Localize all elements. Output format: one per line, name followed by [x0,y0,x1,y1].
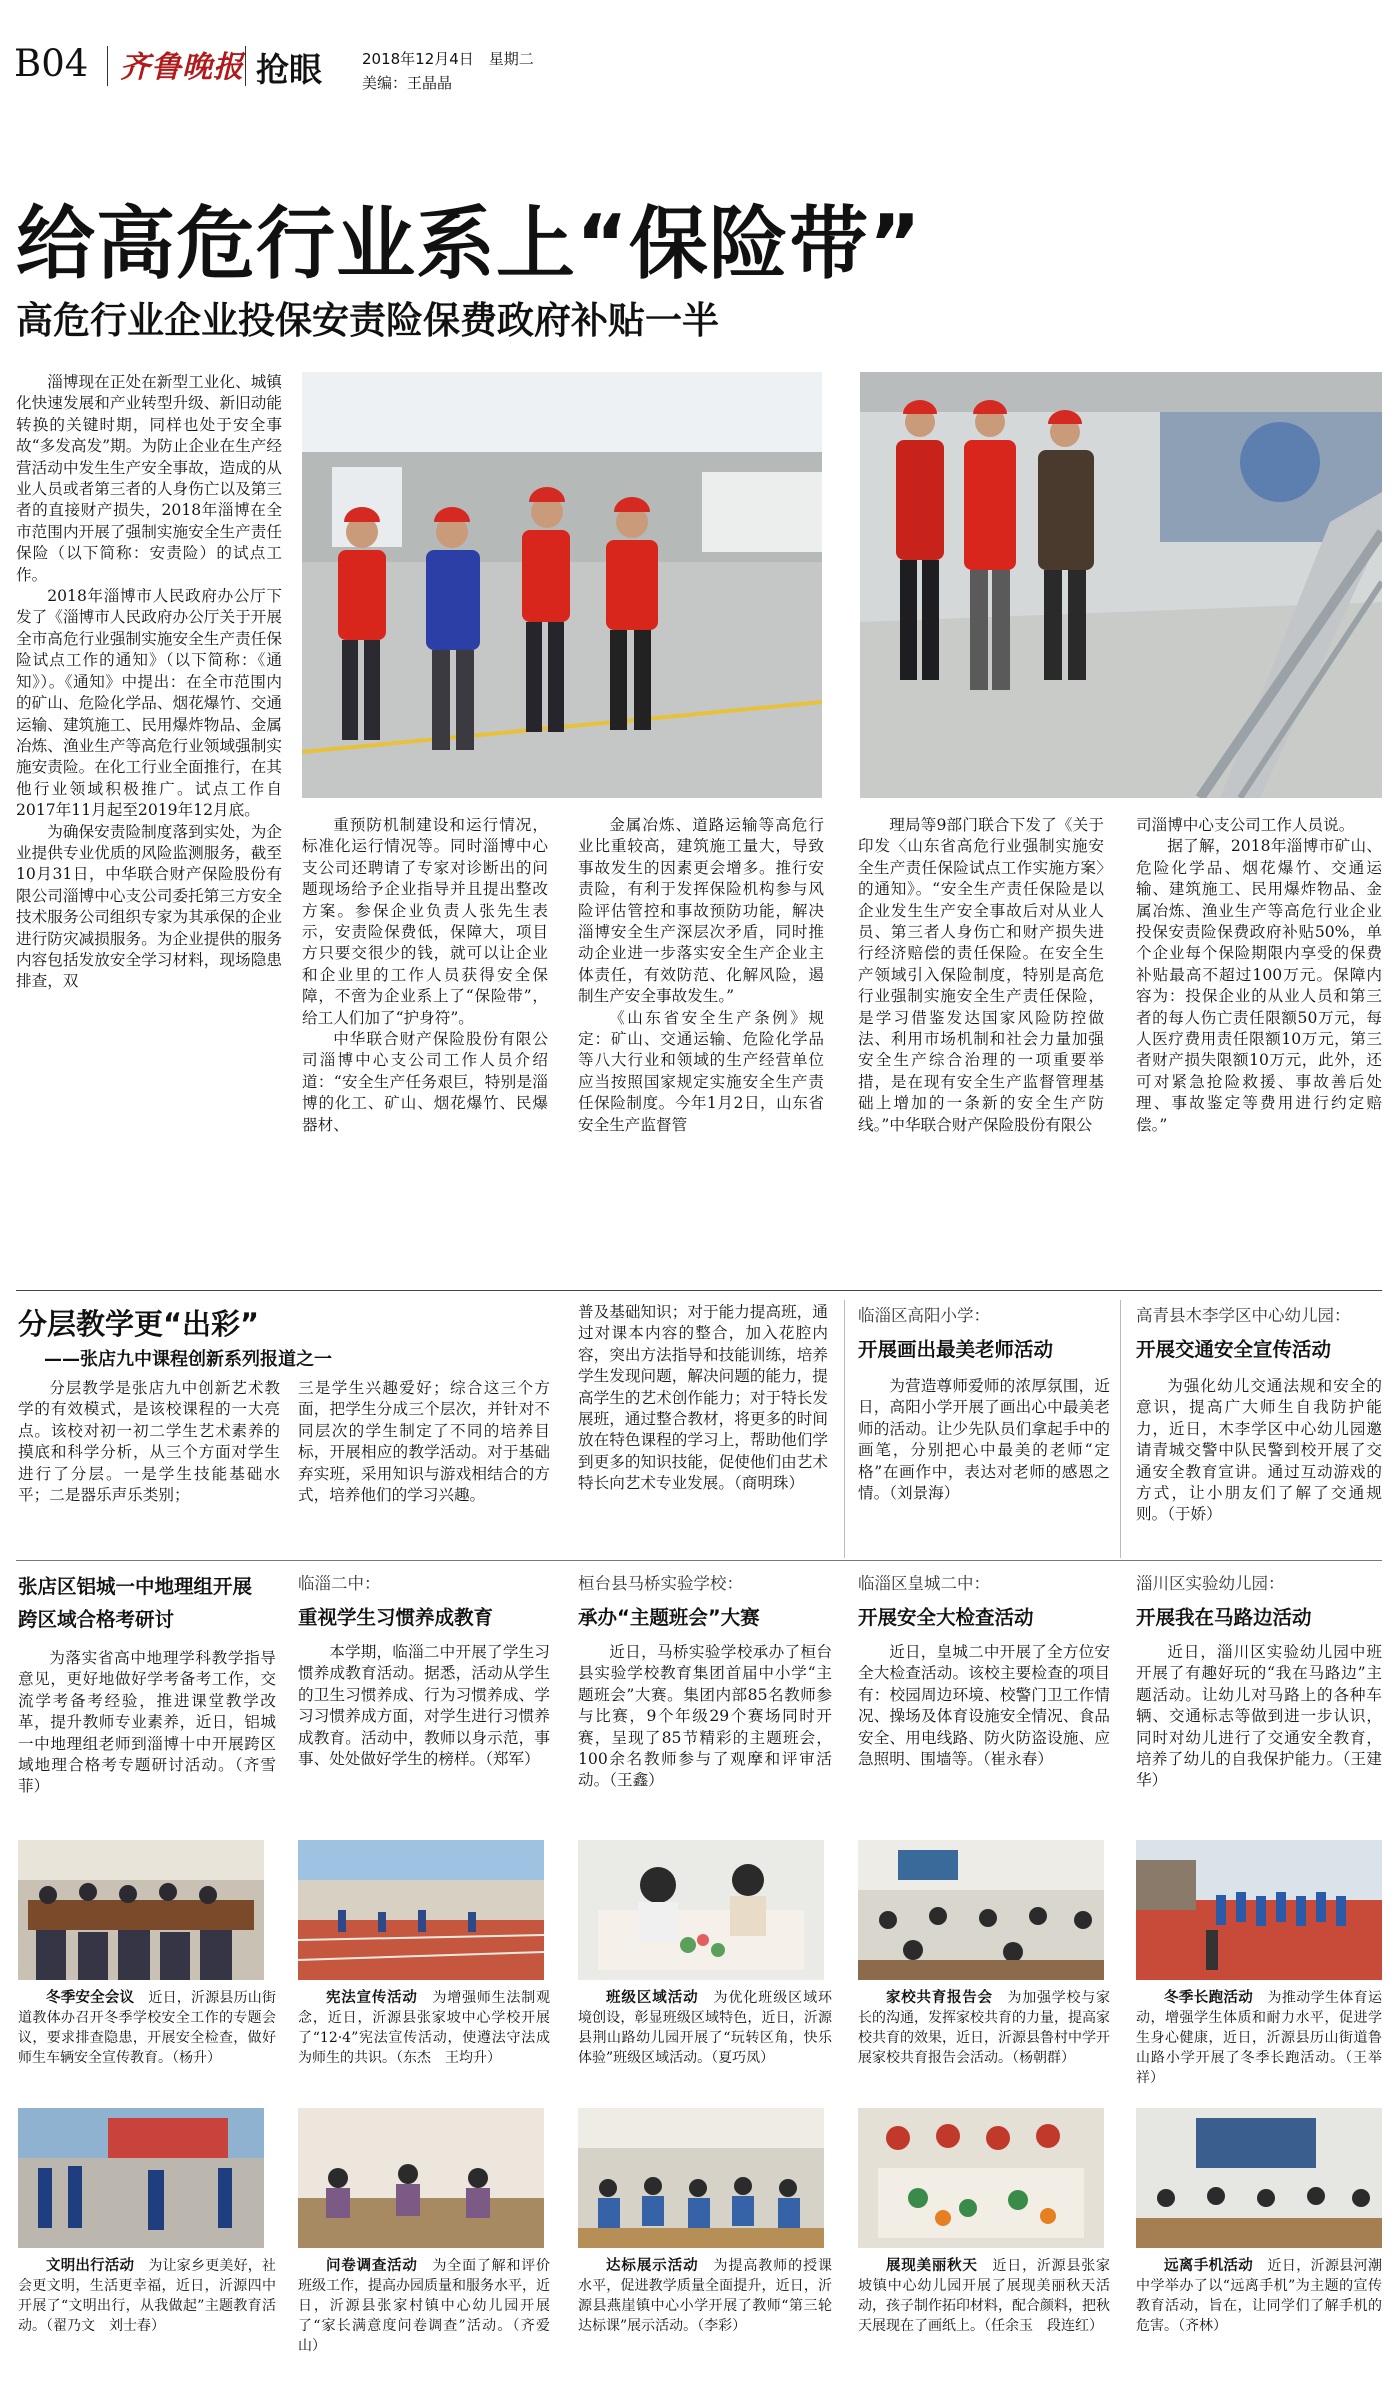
main-headline: 给高危行业系上“保险带” [16,198,922,290]
section-divider [16,1290,1382,1291]
photo-no-phones [1136,2108,1382,2248]
brief-huangcheng: 临淄区皇城二中： 开展安全大检查活动 近日，皇城二中开展了全方位安全大检查活动。该校主要检查的项目有：校园周边环境、校警门卫工作情况、操场及体育设施安全情况、食品安全、用电线路、防火防盗设施、应急照明、围墙等。（崔永春） [858,1574,1110,1769]
brief-lvcheng: 张店区铝城一中地理组开展跨区域合格考研讨 为落实省高中地理学科教学指导意见，更好地做好学考备考工作，交流学考备考经验，推进课堂教学改革，提升教师专业素养，近日，铝城一中地理组老师到淄博十中开展跨区域地理合格考专题研讨活动。（齐雪菲） [18,1575,276,1796]
photo-brief-1-2: 宪法宣传活动 为增强师生法制观念，近日，沂源县张家坡中心学校开展了“12·4”宪法宣传活动，使遵法守法成为师生的共识。（东杰 王均升） [298,1990,550,2066]
photo-home-school-meeting [858,1840,1104,1980]
main-article-column-4: 理局等9部门联合下发了《关于印发〈山东省高危行业强制实施安全生产责任保险试点工作实施方案〉的通知》。“安全生产责任保险是以企业发生生产安全事故后对从业人员、第三者人身伤亡和财产损失进行经济赔偿的责任保险。在安全生产领域引入保险制度，特别是高危行业强制实施安全生产责任保险，是学习借鉴发达国家风险防控做法、利用市场机制和社会力量加强安全生产综合治理的一项重要举措，是在现有安全生产监督管理基础上增加的一条新的安全生产防线。”中华联合财产保险股份有限公 [858,816,1104,1134]
photo-brief-1-5: 冬季长跑活动 为推动学生体育运动，增强学生体质和耐力水平，促进学生身心健康，近日，沂源县历山街道鲁山路小学开展了冬季长跑活动。（王举祥） [1136,1990,1382,2086]
photo-autumn-art [858,2108,1104,2248]
brief-maqiao: 桓台县马桥实验学校： 承办“主题班会”大赛 近日，马桥实验学校承办了桓台县实验学校教育集团首届中小学“主题班会”大赛。集团内部85名教师参与比赛，9个年级29个赛场同时开赛，呈现了85节精彩的主题班会，100余名教师参与了观摩和评审活动。（王鑫） [578,1574,832,1790]
photo-brief-2-5: 远离手机活动 近日，沂源县河潮中学举办了以“远离手机”为主题的宣传教育活动，旨在，让同学们了解手机的危害。（齐林） [1136,2258,1382,2334]
photo-workshop-stairs [860,372,1382,798]
feature-column-1: 分层教学是张店九中创新艺术教学的有效模式，是该校课程的一大亮点。该校对初一初二学生艺术素养的摸底和科学分析，从三个方面对学生进行了分层。一是学生技能基础水平；二是器乐声乐类别； [18,1379,280,1505]
page-editor: 美编：王晶晶 [362,74,453,92]
issue-date: 2018年12月4日 星期二 [362,50,534,68]
section-name: 抢眼 [256,50,322,89]
photo-lesson-demo [578,2108,824,2248]
photo-brief-2-1: 文明出行活动 为让家乡更美好，社会更文明，生活更幸福，近日，沂源四中开展了“文明出行，从我做起”主题教育活动。（翟乃文 刘士春） [18,2258,276,2334]
photo-class-area-activity [578,1840,824,1980]
photo-brief-2-4: 展现美丽秋天 近日，沂源县张家坡镇中心幼儿园开展了展现美丽秋天活动，孩子制作拓印材料，配合颜料，把秋天展现在了画纸上。（任余玉 段连红） [858,2258,1110,2334]
photo-safety-meeting [18,1840,264,1980]
photo-brief-1-3: 班级区域活动 为优化班级区域环境创设，彰显班级区域特色，近日，沂源县荆山路幼儿园开展了“玩转区角，快乐体验”班级区域活动。（夏巧凤） [578,1990,832,2066]
feature-column-2: 三是学生兴趣爱好；综合这三个方面，把学生分成三个层次，并针对不同层次的学生制定了不同的培养目标，开展相应的教学活动。对于基础弃实班，采用知识与游戏相结合的方式，培养他们的学习兴趣。 [298,1379,550,1505]
main-article-column-5: 司淄博中心支公司工作人员说。 据了解，2018年淄博市矿山、危险化学品、烟花爆竹、交通运输、建筑施工、民用爆炸物品、金属冶炼、渔业生产等高危行业企业投保安责险保费政府补贴50%，单个企业每个保险期限内享受的保费补贴最高不超过100万元。保障内容为：投保企业的从业人员和第三者的每人伤亡责任限额50万元，每人医疗费用责任限额10万元，第三者财产损失限额10万元，此外，还可对紧急抢险救援、事故善后处理、事故鉴定等费用进行约定赔偿。” [1136,816,1382,1134]
feature-title: 分层教学更“出彩” [18,1307,260,1341]
page-code: B04 [14,42,89,85]
brief-gaoyang: 临淄区高阳小学： 开展画出最美老师活动 为营造尊师爱师的浓厚氛围，近日，高阳小学开展了画出心中最美老师的活动。让少先队员们拿起手中的画笔，分别把心中最美的老师“定格”在画作中，表达对老师的感恩之情。（刘景海） [858,1306,1110,1503]
brief-linzi-2: 临淄二中： 重视学生习惯养成教育 本学期，临淄二中开展了学生习惯养成教育活动。据悉，活动从学生的卫生习惯养成、行为习惯养成、学习习惯养成方面，对学生进行习惯养成教育。活动中，教师以身示范，事事、处处做好学生的榜样。（郑军） [298,1574,550,1769]
photo-brief-1-1: 冬季安全会议 近日，沂源县历山街道教体办召开冬季学校安全工作的专题会议，要求排查隐患，开展安全检查，做好师生车辆安全宣传教育。（杨升） [18,1990,276,2066]
feature-subtitle: ——张店九中课程创新系列报道之一 [44,1349,332,1370]
photo-questionnaire [298,2108,544,2248]
photo-factory-inspection [302,372,822,798]
brief-zichuan: 淄川区实验幼儿园： 开展我在马路边活动 近日，淄川区实验幼儿园中班开展了有趣好玩的“我在马路边”主题活动。让幼儿对马路上的各种车辆、交通标志等做到进一步认识，同时对幼儿进行了交通安全教育，培养了幼儿的自我保护能力。（王建华） [1136,1574,1382,1790]
photo-brief-2-2: 问卷调查活动 为全面了解和评价班级工作，提高办园质量和服务水平，近日，沂源县张家村镇中心幼儿园开展了“家长满意度问卷调查”活动。（齐爱山） [298,2258,550,2354]
photo-brief-2-3: 达标展示活动 为提高教师的授课水平，促进教学质量全面提升，近日，沂源县燕崖镇中心小学开展了教师“第三轮达标课”展示活动。（李彩） [578,2258,832,2334]
main-article-column-1: 淄博现在正处在新型工业化、城镇化快速发展和产业转型升级、新旧动能转换的关键时期，同样也处于安全事故“多发高发”期。为防止企业在生产经营活动中发生生产安全事故，造成的从业人员或者第三者的人身伤亡以及第三者的直接财产损失，2018年淄博在全市范围内开展了强制实施安全生产责任保险（以下简称：安责险）的试点工作。 2018年淄博市人民政府办公厅下发了《淄博市人民政府办公厅关于开展全市高危行业强制实施安全生产责任保险试点工作的通知》（以下简称：《通知》）。《通知》中提出：在全市范围内的矿山、危险化学品、烟花爆竹、交通运输、建筑施工、民用爆炸物品、金属冶炼、渔业生产等高危行业领域强制实施安责险。在化工行业全面推行，在其他行业领域积极推广。试点工作自2017年11月起至2019年12月底。 为确保安责险制度落到实处，为企业提供专业优质的风险监测服务，截至10月31日，中华联合财产保险股份有限公司淄博中心支公司委托第三方安全技术服务公司组织专家为其承保的企业进行防灾减损服务。为企业提供的服务内容包括发放安全学习材料，现场隐患排查，双 [16,373,282,991]
main-article-column-2: 重预防机制建设和运行情况，标准化运行情况等。同时淄博中心支公司还聘请了专家对诊断出的问题现场给予企业指导并且提出整改方案。参保企业负责人张先生表示，安责险保费低，保障大，项目方只要交很少的钱，就可以让企业和企业里的工作人员获得安全保障，不啻为企业系上了“保险带”，给工人们加了“护身符”。 中华联合财产保险股份有限公司淄博中心支公司工作人员介绍道：“安全生产任务艰巨，特别是淄博的化工、矿山、烟花爆竹、民爆器材、 [302,816,548,1134]
page-header [0,0,1395,100]
photo-civilized-travel [18,2108,264,2248]
photo-constitution-publicity [298,1840,544,1980]
main-subheadline: 高危行业企业投保安责险保费政府补贴一半 [16,299,719,342]
masthead-logo: 齐鲁晚报 [120,50,244,85]
brief-muli: 高青县木李学区中心幼儿园： 开展交通安全宣传活动 为强化幼儿交通法规和安全的意识，提高广大师生自我防护能力，近日，木李学区中心幼儿园邀请青城交警中队民警到校开展了交通安全教育宣讲。通过互动游戏的方式，让小朋友们了解了交通规则。（于娇） [1136,1306,1382,1524]
photo-brief-1-4: 家校共育报告会 为加强学校与家长的沟通，发挥家校共育的力量，提高家校共育的效果，近日，沂源县鲁村中学开展家校共育报告会活动。（杨朝群） [858,1990,1110,2066]
photo-winter-run [1136,1840,1382,1980]
feature-column-3: 普及基础知识；对于能力提高班，通过对课本内容的整合，加入花腔内容，突出方法指导和技能训练，培养学生发现问题，解决问题的能力，提高学生的艺术创作能力；对于特长发展班，通过整合教材，将更多的时间放在特色课程的学习上，帮助他们学到更多的知识技能，促使他们由艺术特长向艺术专业发展。（商明珠） [578,1303,828,1493]
main-article-column-3: 金属冶炼、道路运输等高危行业比重较高，建筑施工量大，导致事故发生的因素更会增多。推行安责险，有利于发挥保险机构参与风险评估管控和事故预防功能，解决淄博安全生产深层次矛盾，同时推动企业进一步落实安全生产企业主体责任，有效防范、化解风险，遏制生产安全事故发生。” 《山东省安全生产条例》规定：矿山、交通运输、危险化学品等八大行业和领域的生产经营单位应当按照国家规定实施安全生产责任保险制度。今年1月2日，山东省安全生产监督管 [578,816,824,1134]
